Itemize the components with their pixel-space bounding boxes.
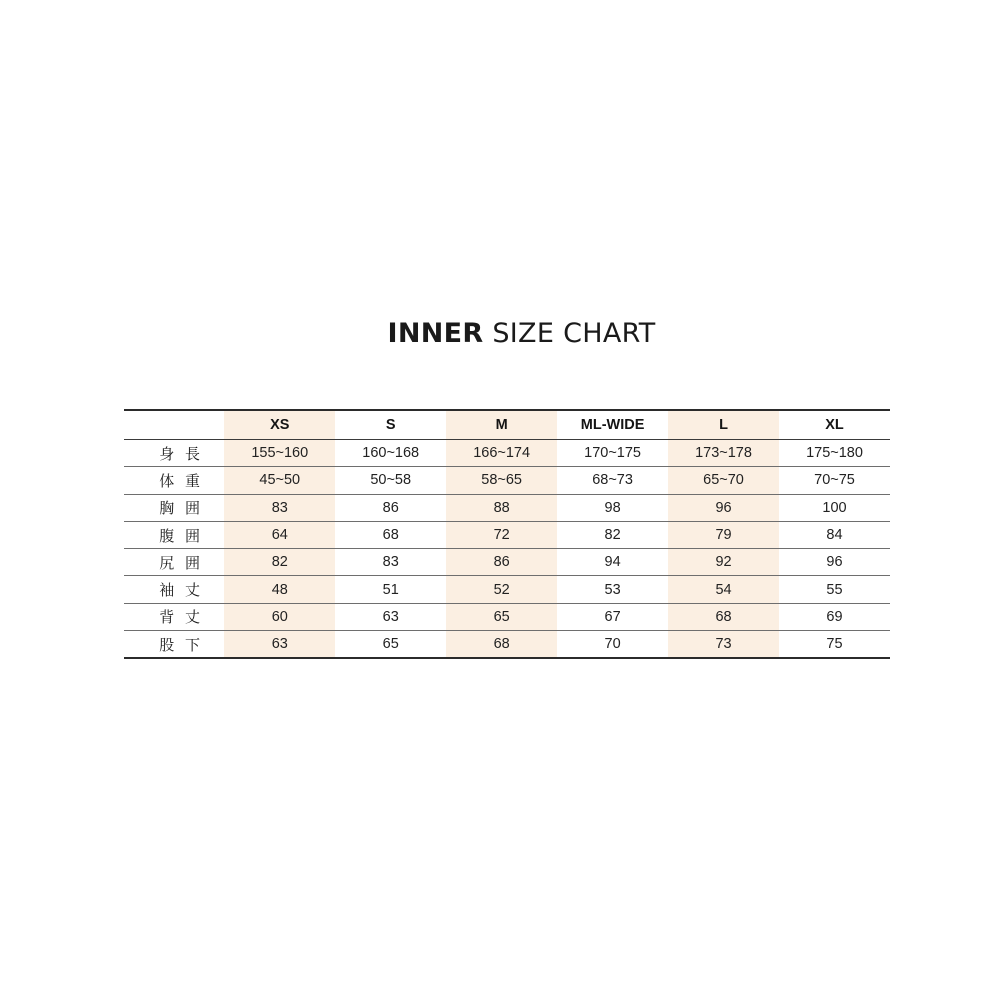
table-cell: 51	[335, 576, 446, 603]
table-cell: 166~174	[446, 440, 557, 467]
table-row	[124, 603, 890, 630]
table-cell: 58~65	[446, 467, 557, 494]
table-cell: 68	[446, 631, 557, 659]
table-cell: 84	[779, 521, 890, 548]
table-cell: 65	[446, 603, 557, 630]
table-row	[124, 576, 890, 603]
page-title	[0, 318, 1000, 349]
header-cell-empty	[124, 410, 224, 440]
table-cell: 92	[668, 549, 779, 576]
table-cell: 96	[779, 549, 890, 576]
table-row	[124, 631, 890, 659]
table-cell: 45~50	[224, 467, 335, 494]
table-header-row	[124, 410, 890, 440]
header-cell-ml-wide: ML-WIDE	[557, 410, 668, 440]
table-cell: 83	[224, 494, 335, 521]
table-cell: 73	[668, 631, 779, 659]
table-cell: 65~70	[668, 467, 779, 494]
table-cell: 53	[557, 576, 668, 603]
row-label: 胸 囲	[124, 494, 224, 521]
table-cell: 64	[224, 521, 335, 548]
table-cell: 160~168	[335, 440, 446, 467]
row-label: 袖 丈	[124, 576, 224, 603]
table-cell: 60	[224, 603, 335, 630]
table-cell: 54	[668, 576, 779, 603]
table-cell: 48	[224, 576, 335, 603]
header-cell-s: S	[335, 410, 446, 440]
table-cell: 98	[557, 494, 668, 521]
table-cell: 155~160	[224, 440, 335, 467]
row-label: 背 丈	[124, 603, 224, 630]
table-cell: 82	[224, 549, 335, 576]
row-label: 体 重	[124, 467, 224, 494]
table-cell: 68	[335, 521, 446, 548]
table-cell: 86	[335, 494, 446, 521]
table-row	[124, 521, 890, 548]
row-label: 身 長	[124, 440, 224, 467]
table-cell: 175~180	[779, 440, 890, 467]
header-cell-l: L	[668, 410, 779, 440]
table-cell: 72	[446, 521, 557, 548]
table-cell: 63	[335, 603, 446, 630]
table-cell: 86	[446, 549, 557, 576]
table-cell: 63	[224, 631, 335, 659]
table-row	[124, 467, 890, 494]
table-cell: 173~178	[668, 440, 779, 467]
table-cell: 69	[779, 603, 890, 630]
table-cell: 67	[557, 603, 668, 630]
table-cell: 52	[446, 576, 557, 603]
table-cell: 68	[668, 603, 779, 630]
header-cell-m: M	[446, 410, 557, 440]
table-cell: 75	[826, 636, 843, 653]
table-cell: 79	[668, 521, 779, 548]
title-light-part: SIZE CHART	[483, 318, 656, 349]
table-cell: 50~58	[335, 467, 446, 494]
table-cell: 88	[446, 494, 557, 521]
table-cell: 70~75	[779, 467, 890, 494]
table-cell: 100	[779, 494, 890, 521]
row-label: 股 下	[159, 635, 204, 654]
header-cell-xs: XS	[224, 410, 335, 440]
row-label: 腹 囲	[124, 521, 224, 548]
header-cell-xl: XL	[779, 410, 890, 440]
size-chart-table	[124, 409, 890, 659]
table-cell: 83	[335, 549, 446, 576]
table-cell: 94	[557, 549, 668, 576]
table-cell: 82	[557, 521, 668, 548]
table-cell: 70	[604, 636, 621, 653]
table-cell: 170~175	[557, 440, 668, 467]
table-row	[124, 440, 890, 467]
title-bold-part: INNER	[387, 318, 484, 349]
table-row	[124, 549, 890, 576]
table-row	[124, 494, 890, 521]
table-cell: 55	[779, 576, 890, 603]
table-cell: 65	[382, 636, 399, 653]
table-cell: 96	[668, 494, 779, 521]
table-cell: 68~73	[557, 467, 668, 494]
row-label: 尻 囲	[124, 549, 224, 576]
